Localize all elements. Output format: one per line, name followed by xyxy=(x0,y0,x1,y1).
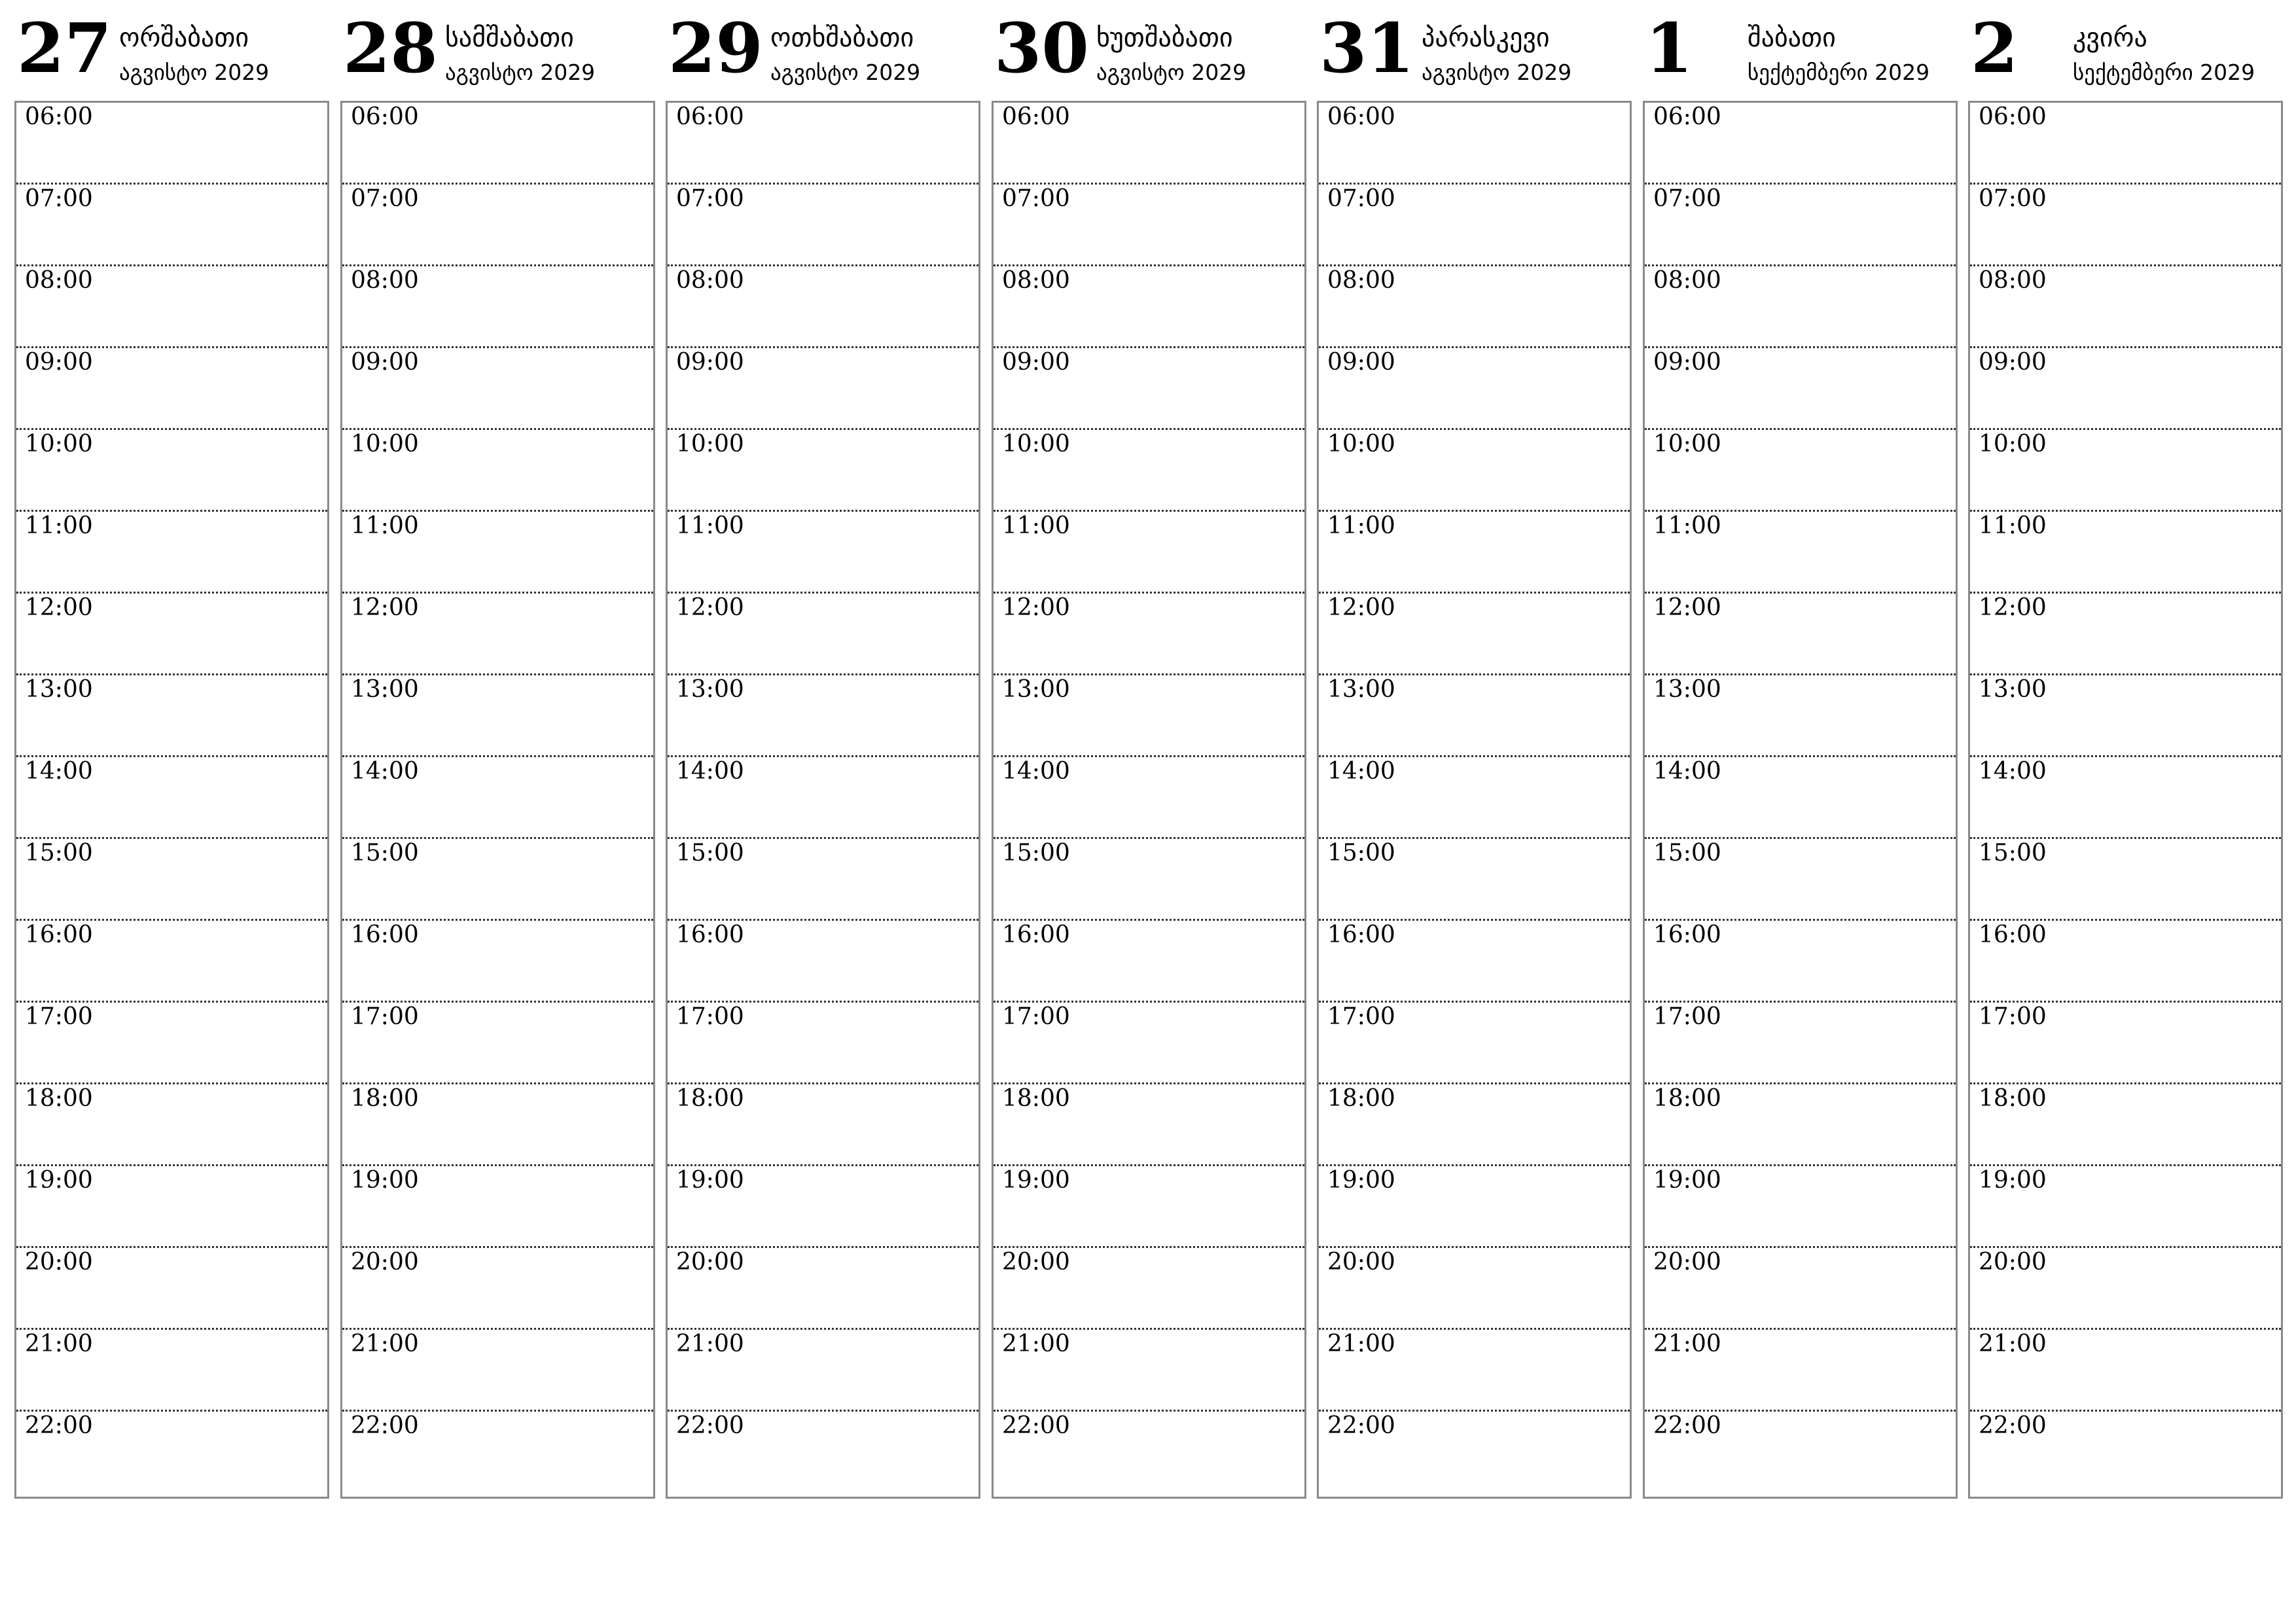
time-slot-label: 17:00 xyxy=(351,1003,419,1030)
time-slot[interactable] xyxy=(1319,1003,1630,1084)
time-slot[interactable] xyxy=(16,1003,327,1084)
time-slot-label: 11:00 xyxy=(1653,512,1721,539)
time-slot[interactable] xyxy=(1970,675,2281,757)
time-slot-label: 16:00 xyxy=(351,921,419,948)
day-header xyxy=(666,0,979,99)
day-header xyxy=(992,0,1305,99)
time-slot-label: 07:00 xyxy=(1327,185,1395,212)
time-slot-label: 13:00 xyxy=(1653,676,1721,703)
time-slot[interactable] xyxy=(342,1248,653,1330)
time-slot-label: 14:00 xyxy=(1653,758,1721,785)
time-slot[interactable] xyxy=(994,185,1304,266)
time-slot[interactable] xyxy=(1645,921,1956,1003)
time-slot[interactable] xyxy=(1645,185,1956,266)
time-slot[interactable] xyxy=(1319,1412,1630,1493)
time-slot-label: 06:00 xyxy=(351,103,419,130)
time-slot-label: 20:00 xyxy=(1979,1249,2047,1275)
time-slot-label: 15:00 xyxy=(1979,840,2047,866)
time-slot[interactable] xyxy=(342,266,653,348)
time-slot-label: 13:00 xyxy=(1002,676,1070,703)
day-number: 29 xyxy=(668,8,763,88)
time-slot[interactable] xyxy=(668,757,978,839)
time-slot-label: 09:00 xyxy=(1002,349,1070,376)
time-slot[interactable] xyxy=(1319,839,1630,921)
time-slot-label: 14:00 xyxy=(1979,758,2047,785)
time-slot-label: 22:00 xyxy=(351,1412,419,1439)
time-slot-label: 09:00 xyxy=(25,349,93,376)
time-slot[interactable] xyxy=(994,757,1304,839)
month-year-label: აგვისტო 2029 xyxy=(1096,60,1247,85)
time-slot[interactable] xyxy=(668,1166,978,1248)
time-slot[interactable] xyxy=(1645,757,1956,839)
time-slot-label: 19:00 xyxy=(1327,1167,1395,1194)
time-slot[interactable] xyxy=(342,1084,653,1166)
time-slot[interactable] xyxy=(1319,757,1630,839)
time-slot[interactable] xyxy=(668,1084,978,1166)
time-slot-label: 12:00 xyxy=(1979,594,2047,621)
time-slot-label: 06:00 xyxy=(676,103,744,130)
time-slot[interactable] xyxy=(994,430,1304,512)
weekday-name: ხუთშაბათი xyxy=(1096,23,1233,53)
time-slot-label: 06:00 xyxy=(25,103,93,130)
time-slot[interactable] xyxy=(1645,430,1956,512)
time-slot[interactable] xyxy=(16,757,327,839)
day-number: 28 xyxy=(343,8,438,88)
time-slot[interactable] xyxy=(1645,594,1956,675)
time-slot-label: 20:00 xyxy=(351,1249,419,1275)
time-slot-label: 06:00 xyxy=(1979,103,2047,130)
time-slot[interactable] xyxy=(16,430,327,512)
month-year-label: აგვისტო 2029 xyxy=(1422,60,1572,85)
time-slot[interactable] xyxy=(668,839,978,921)
time-slot-label: 09:00 xyxy=(351,349,419,376)
time-slot[interactable] xyxy=(1970,1084,2281,1166)
time-slot-label: 07:00 xyxy=(1002,185,1070,212)
time-slot-label: 17:00 xyxy=(1002,1003,1070,1030)
time-slot-label: 21:00 xyxy=(676,1330,744,1357)
time-slot-label: 12:00 xyxy=(351,594,419,621)
time-slot-label: 10:00 xyxy=(351,431,419,457)
time-slot[interactable] xyxy=(342,594,653,675)
time-slot[interactable] xyxy=(1970,839,2281,921)
time-slot[interactable] xyxy=(994,103,1304,185)
time-slot[interactable] xyxy=(668,675,978,757)
time-slot[interactable] xyxy=(342,430,653,512)
time-slot-label: 12:00 xyxy=(25,594,93,621)
time-slot[interactable] xyxy=(16,103,327,185)
day-schedule-box xyxy=(1317,101,1632,1499)
time-slot[interactable] xyxy=(1970,348,2281,430)
time-slot[interactable] xyxy=(1645,675,1956,757)
time-slot-label: 17:00 xyxy=(25,1003,93,1030)
time-slot-label: 09:00 xyxy=(1327,349,1395,376)
time-slot-label: 21:00 xyxy=(1979,1330,2047,1357)
time-slot-label: 17:00 xyxy=(1653,1003,1721,1030)
time-slot[interactable] xyxy=(1645,1084,1956,1166)
time-slot[interactable] xyxy=(668,1248,978,1330)
time-slot-label: 20:00 xyxy=(1002,1249,1070,1275)
time-slot[interactable] xyxy=(1319,1330,1630,1412)
time-slot-label: 11:00 xyxy=(25,512,93,539)
time-slot[interactable] xyxy=(1645,1330,1956,1412)
time-slot[interactable] xyxy=(668,103,978,185)
time-slot-label: 22:00 xyxy=(676,1412,744,1439)
time-slot[interactable] xyxy=(1319,921,1630,1003)
time-slot[interactable] xyxy=(668,1003,978,1084)
time-slot[interactable] xyxy=(668,921,978,1003)
time-slot-label: 14:00 xyxy=(351,758,419,785)
time-slot-label: 19:00 xyxy=(25,1167,93,1194)
time-slot-label: 18:00 xyxy=(25,1085,93,1112)
time-slot[interactable] xyxy=(16,921,327,1003)
month-year-label: აგვისტო 2029 xyxy=(445,60,596,85)
time-slot-label: 11:00 xyxy=(1327,512,1395,539)
time-slot[interactable] xyxy=(342,512,653,594)
time-slot-label: 18:00 xyxy=(351,1085,419,1112)
time-slot-label: 09:00 xyxy=(676,349,744,376)
time-slot-label: 22:00 xyxy=(1327,1412,1395,1439)
time-slot-label: 09:00 xyxy=(1979,349,2047,376)
time-slot-label: 18:00 xyxy=(1002,1085,1070,1112)
day-header xyxy=(1643,0,1956,99)
day-column xyxy=(340,0,654,1499)
time-slot[interactable] xyxy=(16,1084,327,1166)
time-slot[interactable] xyxy=(1970,1248,2281,1330)
time-slot[interactable] xyxy=(994,921,1304,1003)
time-slot[interactable] xyxy=(1645,1412,1956,1493)
time-slot[interactable] xyxy=(1319,1166,1630,1248)
time-slot[interactable] xyxy=(16,1330,327,1412)
time-slot-label: 17:00 xyxy=(1979,1003,2047,1030)
weekday-name: ოთხშაბათი xyxy=(770,23,914,53)
day-column xyxy=(1317,0,1630,1499)
time-slot-label: 10:00 xyxy=(1979,431,2047,457)
time-slot-label: 12:00 xyxy=(676,594,744,621)
time-slot[interactable] xyxy=(342,839,653,921)
time-slot[interactable] xyxy=(1319,103,1630,185)
time-slot[interactable] xyxy=(994,1003,1304,1084)
time-slot[interactable] xyxy=(342,1166,653,1248)
time-slot-label: 22:00 xyxy=(1002,1412,1070,1439)
day-number: 2 xyxy=(1971,8,2018,88)
day-number: 30 xyxy=(994,8,1089,88)
time-slot[interactable] xyxy=(16,1412,327,1493)
time-slot-label: 21:00 xyxy=(1327,1330,1395,1357)
time-slot[interactable] xyxy=(1645,1166,1956,1248)
month-year-label: აგვისტო 2029 xyxy=(119,60,270,85)
time-slot[interactable] xyxy=(16,594,327,675)
time-slot-label: 13:00 xyxy=(1327,676,1395,703)
month-year-label: აგვისტო 2029 xyxy=(770,60,921,85)
day-column xyxy=(1643,0,1956,1499)
day-schedule-box xyxy=(992,101,1306,1499)
time-slot[interactable] xyxy=(1319,430,1630,512)
time-slot[interactable] xyxy=(342,675,653,757)
time-slot-label: 11:00 xyxy=(1979,512,2047,539)
time-slot[interactable] xyxy=(342,921,653,1003)
time-slot[interactable] xyxy=(994,839,1304,921)
time-slot[interactable] xyxy=(1319,675,1630,757)
time-slot-label: 08:00 xyxy=(676,267,744,294)
time-slot-label: 16:00 xyxy=(1979,921,2047,948)
weekday-name: სამშაბათი xyxy=(445,23,574,53)
day-schedule-box xyxy=(14,101,329,1499)
time-slot-label: 20:00 xyxy=(1653,1249,1721,1275)
time-slot[interactable] xyxy=(994,594,1304,675)
time-slot[interactable] xyxy=(1970,512,2281,594)
time-slot-label: 19:00 xyxy=(1979,1167,2047,1194)
time-slot-label: 18:00 xyxy=(676,1085,744,1112)
time-slot-label: 16:00 xyxy=(25,921,93,948)
time-slot[interactable] xyxy=(16,512,327,594)
day-number: 31 xyxy=(1319,8,1414,88)
time-slot-label: 15:00 xyxy=(1002,840,1070,866)
time-slot[interactable] xyxy=(1319,185,1630,266)
time-slot-label: 07:00 xyxy=(1979,185,2047,212)
time-slot[interactable] xyxy=(342,757,653,839)
time-slot-label: 15:00 xyxy=(351,840,419,866)
time-slot-label: 14:00 xyxy=(25,758,93,785)
day-number: 1 xyxy=(1645,8,1693,88)
time-slot-label: 06:00 xyxy=(1653,103,1721,130)
time-slot-label: 18:00 xyxy=(1653,1085,1721,1112)
time-slot[interactable] xyxy=(1970,430,2281,512)
time-slot-label: 19:00 xyxy=(676,1167,744,1194)
time-slot-label: 14:00 xyxy=(1002,758,1070,785)
time-slot-label: 12:00 xyxy=(1653,594,1721,621)
time-slot[interactable] xyxy=(342,185,653,266)
time-slot[interactable] xyxy=(1319,266,1630,348)
day-schedule-box xyxy=(1643,101,1958,1499)
time-slot[interactable] xyxy=(1970,1330,2281,1412)
time-slot-label: 10:00 xyxy=(25,431,93,457)
time-slot[interactable] xyxy=(668,1330,978,1412)
time-slot-label: 11:00 xyxy=(1002,512,1070,539)
day-header xyxy=(340,0,654,99)
weekly-planner xyxy=(14,0,2282,1499)
time-slot[interactable] xyxy=(1970,266,2281,348)
time-slot-label: 09:00 xyxy=(1653,349,1721,376)
time-slot-label: 21:00 xyxy=(1653,1330,1721,1357)
day-header xyxy=(1317,0,1630,99)
weekday-name: პარასკევი xyxy=(1422,23,1550,53)
day-number: 27 xyxy=(17,8,112,88)
time-slot[interactable] xyxy=(16,1166,327,1248)
time-slot[interactable] xyxy=(342,1412,653,1493)
time-slot-label: 22:00 xyxy=(1653,1412,1721,1439)
time-slot[interactable] xyxy=(994,266,1304,348)
time-slot-label: 20:00 xyxy=(25,1249,93,1275)
time-slot[interactable] xyxy=(668,512,978,594)
time-slot[interactable] xyxy=(994,1248,1304,1330)
time-slot-label: 14:00 xyxy=(1327,758,1395,785)
time-slot-label: 12:00 xyxy=(1002,594,1070,621)
time-slot[interactable] xyxy=(1319,1248,1630,1330)
day-schedule-box xyxy=(340,101,655,1499)
time-slot[interactable] xyxy=(1645,266,1956,348)
time-slot-label: 13:00 xyxy=(25,676,93,703)
time-slot[interactable] xyxy=(1970,1003,2281,1084)
time-slot-label: 15:00 xyxy=(1653,840,1721,866)
time-slot-label: 16:00 xyxy=(1002,921,1070,948)
time-slot[interactable] xyxy=(1645,103,1956,185)
time-slot-label: 16:00 xyxy=(1653,921,1721,948)
time-slot-label: 13:00 xyxy=(1979,676,2047,703)
time-slot[interactable] xyxy=(994,1412,1304,1493)
time-slot[interactable] xyxy=(1645,512,1956,594)
time-slot[interactable] xyxy=(16,1248,327,1330)
time-slot-label: 18:00 xyxy=(1327,1085,1395,1112)
time-slot[interactable] xyxy=(668,430,978,512)
time-slot[interactable] xyxy=(1319,594,1630,675)
time-slot-label: 08:00 xyxy=(1979,267,2047,294)
time-slot-label: 15:00 xyxy=(676,840,744,866)
time-slot-label: 11:00 xyxy=(676,512,744,539)
time-slot[interactable] xyxy=(1970,103,2281,185)
time-slot-label: 06:00 xyxy=(1002,103,1070,130)
time-slot-label: 20:00 xyxy=(1327,1249,1395,1275)
time-slot[interactable] xyxy=(16,839,327,921)
day-schedule-box xyxy=(1968,101,2283,1499)
time-slot[interactable] xyxy=(1970,921,2281,1003)
time-slot[interactable] xyxy=(1970,185,2281,266)
time-slot-label: 08:00 xyxy=(1327,267,1395,294)
time-slot[interactable] xyxy=(994,1330,1304,1412)
time-slot-label: 16:00 xyxy=(676,921,744,948)
time-slot-label: 21:00 xyxy=(1002,1330,1070,1357)
time-slot-label: 07:00 xyxy=(1653,185,1721,212)
time-slot[interactable] xyxy=(668,1412,978,1493)
time-slot-label: 08:00 xyxy=(1002,267,1070,294)
time-slot-label: 18:00 xyxy=(1979,1085,2047,1112)
time-slot[interactable] xyxy=(668,348,978,430)
weekday-name: შაბათი xyxy=(1748,23,1836,53)
time-slot-label: 17:00 xyxy=(676,1003,744,1030)
time-slot-label: 15:00 xyxy=(25,840,93,866)
time-slot-label: 06:00 xyxy=(1327,103,1395,130)
time-slot[interactable] xyxy=(16,675,327,757)
time-slot-label: 19:00 xyxy=(1002,1167,1070,1194)
time-slot[interactable] xyxy=(1645,1248,1956,1330)
time-slot-label: 20:00 xyxy=(676,1249,744,1275)
time-slot-label: 15:00 xyxy=(1327,840,1395,866)
time-slot-label: 08:00 xyxy=(351,267,419,294)
day-column xyxy=(1968,0,2282,1499)
time-slot[interactable] xyxy=(1970,1412,2281,1493)
time-slot[interactable] xyxy=(1645,348,1956,430)
time-slot-label: 08:00 xyxy=(1653,267,1721,294)
day-column xyxy=(992,0,1305,1499)
time-slot-label: 14:00 xyxy=(676,758,744,785)
time-slot-label: 08:00 xyxy=(25,267,93,294)
weekday-name: კვირა xyxy=(2073,23,2147,53)
month-year-label: სექტემბერი 2029 xyxy=(1748,60,1930,85)
time-slot[interactable] xyxy=(1970,757,2281,839)
day-column xyxy=(14,0,328,1499)
time-slot[interactable] xyxy=(994,512,1304,594)
time-slot[interactable] xyxy=(1319,348,1630,430)
time-slot-label: 13:00 xyxy=(676,676,744,703)
time-slot[interactable] xyxy=(994,348,1304,430)
time-slot[interactable] xyxy=(1970,1166,2281,1248)
time-slot[interactable] xyxy=(16,185,327,266)
time-slot-label: 22:00 xyxy=(1979,1412,2047,1439)
time-slot[interactable] xyxy=(342,1330,653,1412)
time-slot-label: 19:00 xyxy=(351,1167,419,1194)
time-slot[interactable] xyxy=(1319,512,1630,594)
time-slot[interactable] xyxy=(16,266,327,348)
time-slot-label: 13:00 xyxy=(351,676,419,703)
day-header xyxy=(14,0,328,99)
day-schedule-box xyxy=(666,101,980,1499)
time-slot[interactable] xyxy=(668,266,978,348)
time-slot-label: 22:00 xyxy=(25,1412,93,1439)
time-slot[interactable] xyxy=(342,348,653,430)
time-slot[interactable] xyxy=(994,1166,1304,1248)
day-header xyxy=(1968,0,2282,99)
time-slot[interactable] xyxy=(994,1084,1304,1166)
time-slot[interactable] xyxy=(994,675,1304,757)
time-slot-label: 10:00 xyxy=(676,431,744,457)
time-slot[interactable] xyxy=(1645,1003,1956,1084)
time-slot[interactable] xyxy=(1319,1084,1630,1166)
time-slot[interactable] xyxy=(1970,594,2281,675)
time-slot-label: 11:00 xyxy=(351,512,419,539)
time-slot-label: 12:00 xyxy=(1327,594,1395,621)
time-slot-label: 10:00 xyxy=(1002,431,1070,457)
time-slot[interactable] xyxy=(342,1003,653,1084)
time-slot[interactable] xyxy=(342,103,653,185)
time-slot[interactable] xyxy=(668,594,978,675)
time-slot-label: 19:00 xyxy=(1653,1167,1721,1194)
month-year-label: სექტემბერი 2029 xyxy=(2073,60,2255,85)
day-column xyxy=(666,0,979,1499)
weekday-name: ორშაბათი xyxy=(119,23,249,53)
time-slot-label: 10:00 xyxy=(1327,431,1395,457)
time-slot-label: 10:00 xyxy=(1653,431,1721,457)
time-slot-label: 07:00 xyxy=(25,185,93,212)
time-slot-label: 21:00 xyxy=(25,1330,93,1357)
time-slot-label: 17:00 xyxy=(1327,1003,1395,1030)
time-slot-label: 07:00 xyxy=(351,185,419,212)
time-slot[interactable] xyxy=(16,348,327,430)
time-slot-label: 16:00 xyxy=(1327,921,1395,948)
time-slot[interactable] xyxy=(668,185,978,266)
time-slot[interactable] xyxy=(1645,839,1956,921)
time-slot-label: 07:00 xyxy=(676,185,744,212)
time-slot-label: 21:00 xyxy=(351,1330,419,1357)
